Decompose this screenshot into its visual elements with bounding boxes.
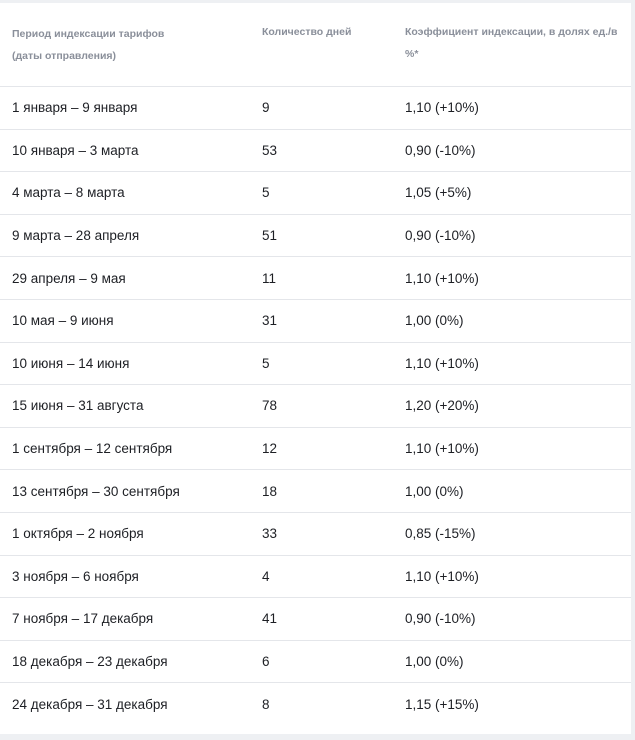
cell-days: 4 <box>250 555 393 598</box>
cell-days: 12 <box>250 427 393 470</box>
cell-period: 29 апреля – 9 мая <box>0 257 250 300</box>
header-days <box>250 3 393 87</box>
cell-days: 18 <box>250 470 393 513</box>
cell-days: 6 <box>250 640 393 683</box>
cell-period: 15 июня – 31 августа <box>0 385 250 428</box>
cell-days: 9 <box>250 87 393 130</box>
cell-days: 41 <box>250 598 393 641</box>
table-row <box>0 214 631 257</box>
cell-coefficient: 1,00 (0%) <box>393 470 631 513</box>
table-row <box>0 385 631 428</box>
cell-coefficient: 1,15 (+15%) <box>405 696 479 712</box>
header-days-label: Количество дней <box>262 26 352 38</box>
cell-days: 51 <box>250 214 393 257</box>
header-coefficient-label: Коэффициент индексации, в долях ед./в %* <box>405 26 618 60</box>
cell-coefficient: 1,00 (0%) <box>393 640 631 683</box>
cell-coefficient: 1,05 (+5%) <box>393 172 631 215</box>
tariff-indexation-table-container <box>0 3 631 734</box>
cell-coefficient: 1,00 (0%) <box>393 299 631 342</box>
cell-days: 5 <box>250 172 393 215</box>
cell-period: 1 октября – 2 ноября <box>0 512 250 555</box>
table-row <box>0 87 631 130</box>
header-coefficient <box>393 3 631 87</box>
cell-days: 5 <box>250 342 393 385</box>
cell-days: 31 <box>250 299 393 342</box>
cell-period: 13 сентября – 30 сентября <box>0 470 250 513</box>
table-row <box>0 427 631 470</box>
cell-coefficient: 0,90 (-10%) <box>393 598 631 641</box>
table-row <box>0 342 631 385</box>
cell-coefficient: 1,20 (+20%) <box>393 385 631 428</box>
header-period-line1: Период индексации тарифов <box>12 28 165 40</box>
table-row <box>0 683 631 725</box>
cell-coefficient: 1,10 (+10%) <box>393 342 631 385</box>
cell-period: 9 марта – 28 апреля <box>0 214 250 257</box>
cell-period: 10 января – 3 марта <box>0 129 250 172</box>
cell-period: 7 ноября – 17 декабря <box>0 598 250 641</box>
cell-period: 3 ноября – 6 ноября <box>0 555 250 598</box>
table-row <box>0 640 631 683</box>
cell-period: 1 января – 9 января <box>0 87 250 130</box>
table-row <box>0 299 631 342</box>
header-period-line2: (даты отправления) <box>12 50 117 62</box>
cell-period: 4 марта – 8 марта <box>0 172 250 215</box>
cell-coefficient: 1,10 (+10%) <box>393 427 631 470</box>
cell-coefficient: 0,85 (-15%) <box>393 512 631 555</box>
cell-coefficient: 0,90 (-10%) <box>393 214 631 257</box>
cell-period: 1 сентября – 12 сентября <box>0 427 250 470</box>
table-row <box>0 470 631 513</box>
table-row <box>0 172 631 215</box>
cell-days: 33 <box>250 512 393 555</box>
table-row <box>0 257 631 300</box>
tariff-indexation-table <box>0 3 631 725</box>
cell-days: 78 <box>250 385 393 428</box>
cell-coefficient: 1,10 (+10%) <box>393 555 631 598</box>
table-row <box>0 512 631 555</box>
cell-period: 10 мая – 9 июня <box>0 299 250 342</box>
cell-days: 8 <box>262 696 270 712</box>
cell-coefficient: 1,10 (+10%) <box>393 87 631 130</box>
table-header-row <box>0 3 631 87</box>
cell-coefficient: 0,90 (-10%) <box>393 129 631 172</box>
cell-period: 18 декабря – 23 декабря <box>0 640 250 683</box>
cell-period: 10 июня – 14 июня <box>0 342 250 385</box>
cell-days: 11 <box>250 257 393 300</box>
cell-coefficient: 1,10 (+10%) <box>393 257 631 300</box>
table-row <box>0 555 631 598</box>
header-period <box>0 3 250 87</box>
table-row <box>0 129 631 172</box>
cell-days: 53 <box>250 129 393 172</box>
cell-period: 24 декабря – 31 декабря <box>12 696 168 712</box>
table-row <box>0 598 631 641</box>
